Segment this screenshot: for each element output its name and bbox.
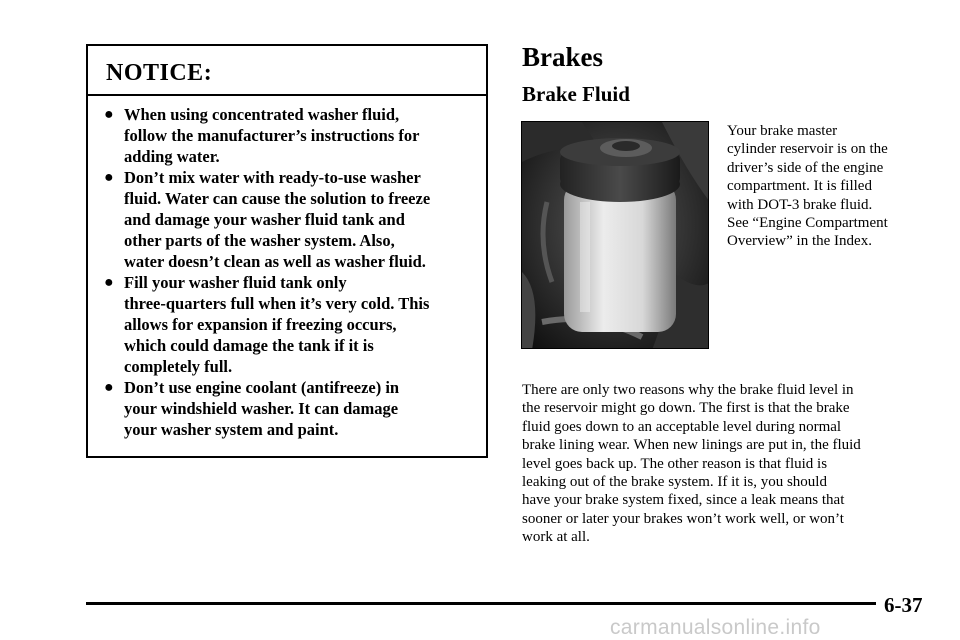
bullet-icon: ● [104,379,114,396]
notice-item-line: allows for expansion if freezing occurs, [124,315,397,334]
body-text-line: fluid goes down to an acceptable level during normal [522,418,842,435]
footer-rule [86,602,876,605]
body-text-line: work at all. [522,529,590,546]
notice-item-line: completely full. [124,357,233,376]
body-text-line: leaking out of the brake system. If it is, you should [522,474,827,491]
body-text-line: brake lining wear. When new linings are put in, the fluid [522,437,861,454]
body-text-line: sooner or later your brakes won’t work well, or won’t [522,510,844,527]
side-text-line: with DOT-3 brake fluid. [727,196,873,213]
notice-header [88,46,486,96]
body-text-line: the reservoir might go down. The first is that the brake [522,400,850,417]
section-title: Brakes [522,42,603,72]
side-text-line: Overview” in the Index. [727,233,872,250]
side-text-line: cylinder reservoir is on the [727,141,888,158]
notice-box [86,44,488,458]
bullet-icon: ● [104,169,114,186]
watermark: carmanualsonline.info [610,616,821,639]
notice-item [104,377,474,440]
notice-item-line: three-quarters full when it’s very cold. This [124,294,430,313]
notice-item-line: which could damage the tank if it is [124,336,374,355]
body-text-line: have your brake system fixed, since a leak means that [522,492,845,509]
notice-item-line: water doesn’t clean as well as washer fluid. [124,252,426,271]
notice-item-line: Don’t mix water with ready-to-use washer [124,168,421,187]
notice-item-line: adding water. [124,147,220,166]
bullet-icon: ● [104,274,114,291]
notice-item-line: other parts of the washer system. Also, [124,231,395,250]
body-text-line: level goes back up. The other reason is that fluid is [522,455,828,472]
page-number: 6-37 [884,593,923,617]
notice-item-line: Don’t use engine coolant (antifreeze) in [124,378,400,397]
brake-reservoir-photo [521,121,709,349]
notice-item [104,167,474,272]
side-text-line: compartment. It is filled [727,178,872,195]
notice-item-line: follow the manufacturer’s instructions for [124,126,420,145]
brake-fluid-body-text [522,381,932,547]
body-text-line: There are only two reasons why the brake fluid level in [522,382,854,398]
subsection-title: Brake Fluid [522,82,630,106]
notice-item-line: fluid. Water can cause the solution to freeze [124,189,431,208]
notice-title: NOTICE: [106,60,213,86]
brake-reservoir-illustration [522,122,709,349]
notice-item-line: and damage your washer fluid tank and [124,210,405,229]
notice-item-line: When using concentrated washer fluid, [124,105,400,124]
side-text-line: driver’s side of the engine [727,159,884,176]
brake-fluid-side-text [727,122,927,251]
notice-item-line: your washer system and paint. [124,420,339,439]
notice-list [88,96,486,440]
notice-item-line: your windshield washer. It can damage [124,399,399,418]
bullet-icon: ● [104,106,114,123]
side-text-line: See “Engine Compartment [727,215,888,232]
notice-item-line: Fill your washer fluid tank only [124,273,347,292]
notice-item [104,104,474,167]
side-text-line: Your brake master [727,123,838,139]
notice-item [104,272,474,377]
